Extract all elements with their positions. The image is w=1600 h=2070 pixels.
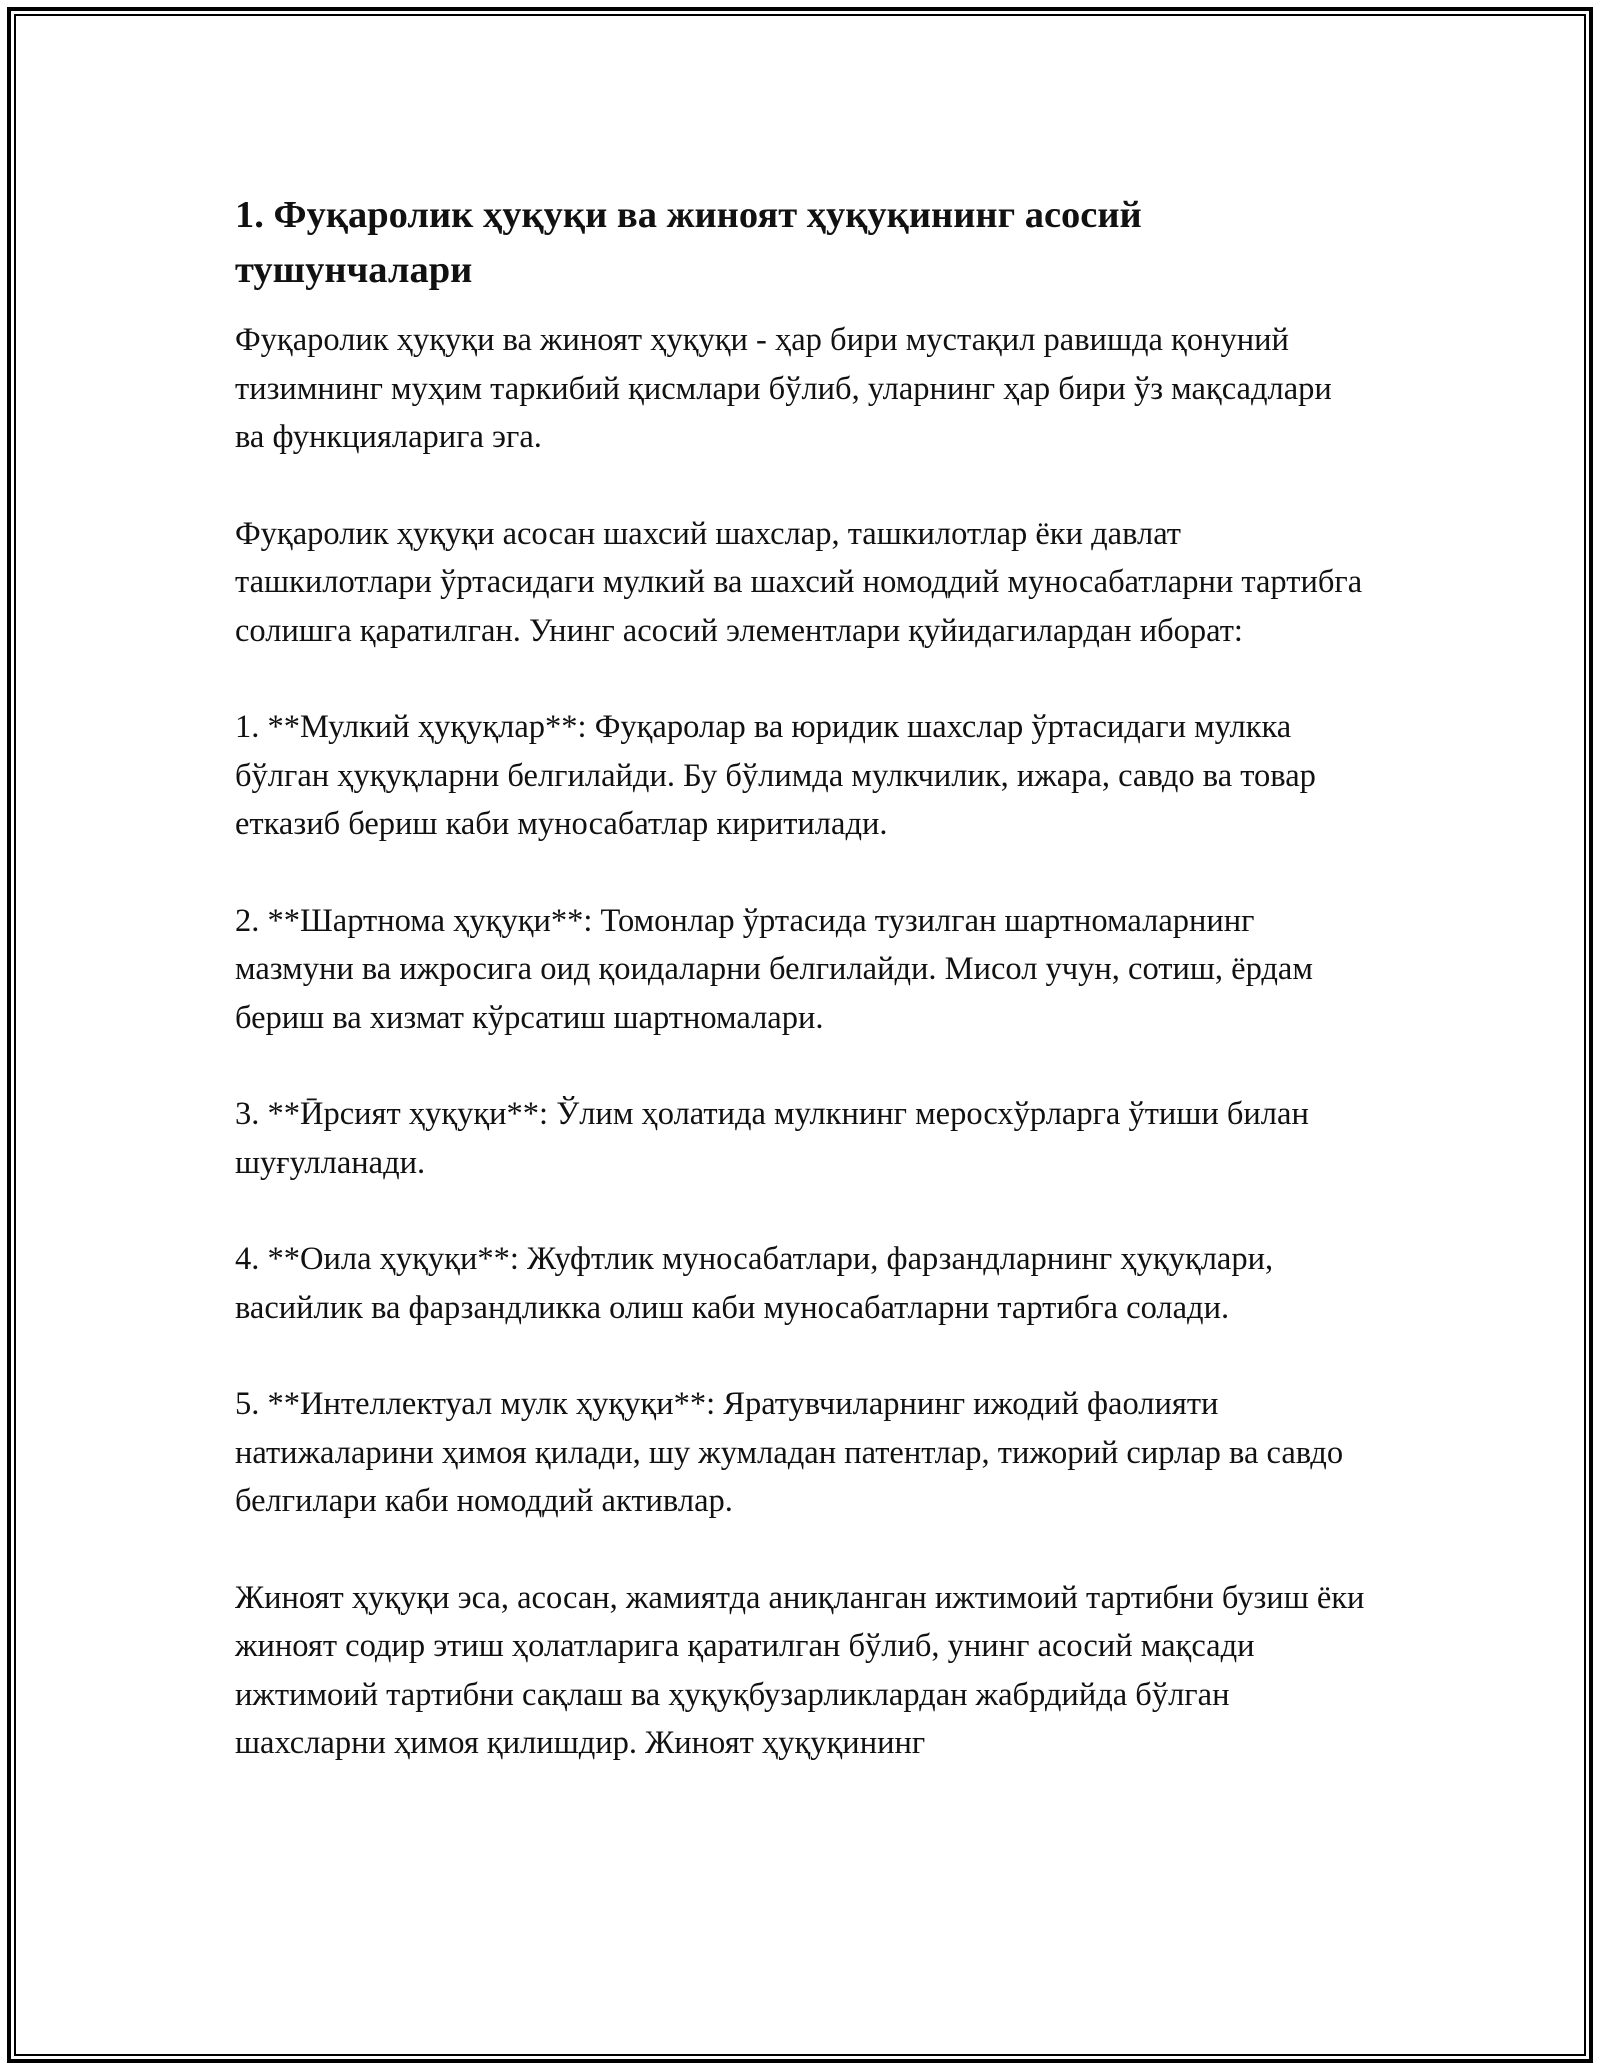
document-title: 1. Фуқаролик ҳуқуқи ва жиноят ҳуқуқининг асосий тушунчалари — [235, 194, 1142, 291]
list-item-inheritance-law: 3. **Ӣрсият ҳуқуқи**: Ўлим ҳолатида мулкнинг меросхўрларга ўтиши билан шуғулланади. — [235, 1096, 1309, 1181]
paragraph-civil-law: Фуқаролик ҳуқуқи асосан шахсий шахслар, ташкилотлар ёки давлат ташкилотлари ўртасидаги мулкий ва шахсий номоддий муносабатларни тартибга солишга қаратилган. Унинг асосий элементлари қуйидагилардан иборат: — [235, 515, 1363, 649]
document-body — [235, 188, 1365, 1816]
paragraph-intro: Фуқаролик ҳуқуқи ва жиноят ҳуқуқи - ҳар бири мустақил равишда қонуний тизимнинг муҳим таркибий қисмлари бўлиб, уларнинг ҳар бири ўз мақсадлари ва функцияларига эга. — [235, 322, 1332, 455]
list-item-intellectual-property: 5. **Интеллектуал мулк ҳуқуқи**: Яратувчиларнинг ижодий фаолияти натижаларини ҳимоя қилади, шу жумладан патентлар, тижорий сирлар ва савдо белгилари каби номоддий активлар. — [235, 1386, 1344, 1519]
paragraph-criminal-law: Жиноят ҳуқуқи эса, асосан, жамиятда аниқланган ижтимоий тартибни бузиш ёки жиноят содир этиш ҳолатларига қаратилган бўлиб, унинг асосий мақсади ижтимоий тартибни сақлаш ва ҳуқуқбузарликлардан жабрдийда бўлган шахсларни ҳимоя қилишдир. Жиноят ҳуқуқининг — [235, 1579, 1365, 1761]
list-item-property-rights: 1. **Мулкий ҳуқуқлар**: Фуқаролар ва юридик шахслар ўртасидаги мулкка бўлган ҳуқуқларни белгилайди. Бу бўлимда мулкчилик, ижара, савдо ва товар етказиб бериш каби муносабатлар киритилади. — [235, 709, 1316, 842]
list-item-contract-law: 2. **Шартнома ҳуқуқи**: Томонлар ўртасида тузилган шартномаларнинг мазмуни ва ижросига оид қоидаларни белгилайди. Мисол учун, сотиш, ёрдам бериш ва хизмат кўрсатиш шартномалари. — [235, 902, 1313, 1036]
list-item-family-law: 4. **Оила ҳуқуқи**: Жуфтлик муносабатлари, фарзандларнинг ҳуқуқлари, васийлик ва фарзандликка олиш каби муносабатларни тартибга солади. — [235, 1241, 1274, 1326]
